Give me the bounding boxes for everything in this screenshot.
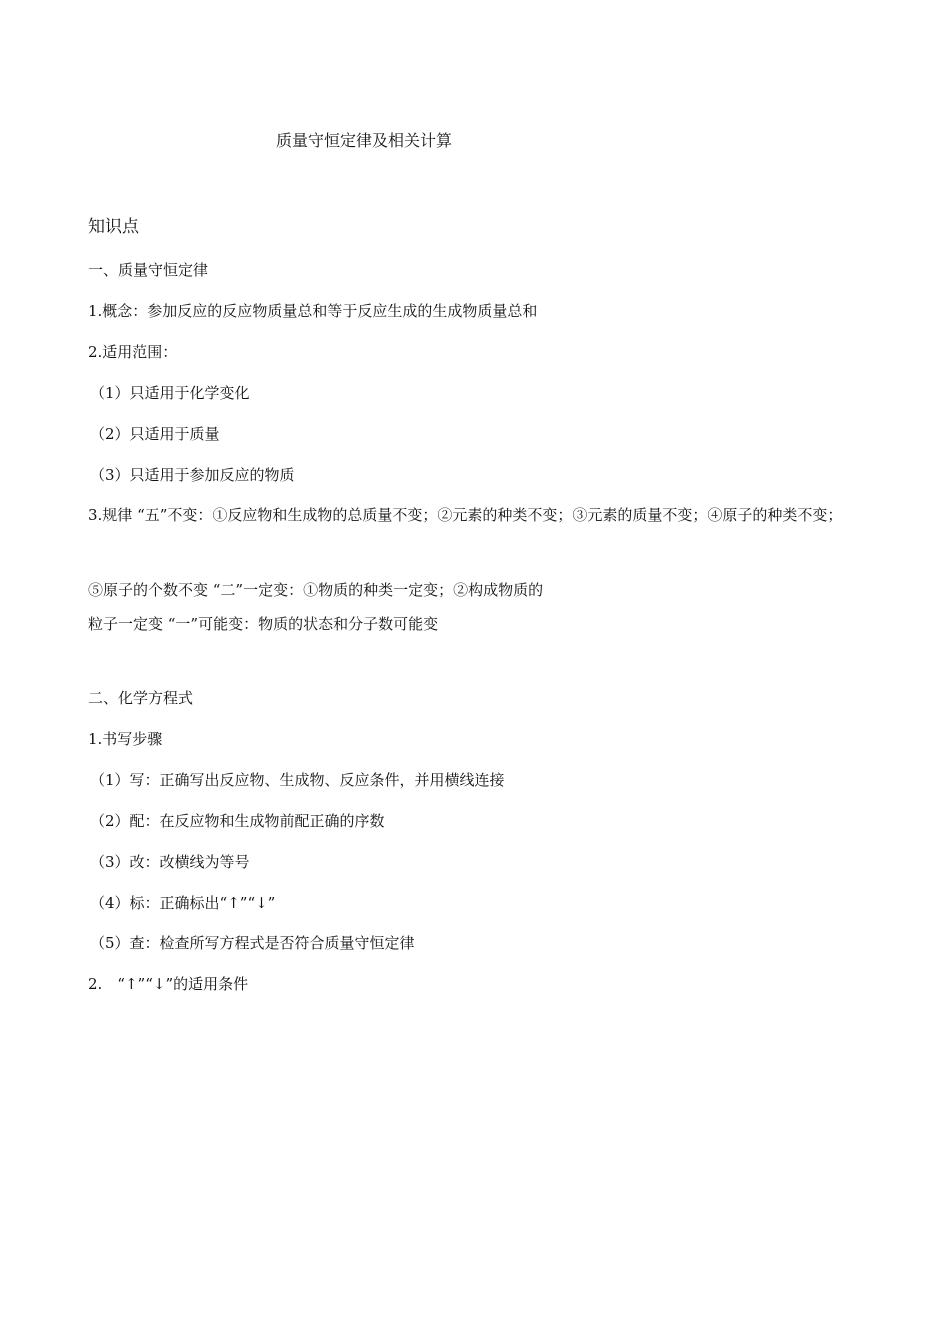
concept-line: 1.概念：参加反应的反应物质量总和等于反应生成的生成物质量总和 bbox=[88, 302, 538, 320]
scope-item-1: （1）只适用于化学变化 bbox=[90, 384, 250, 402]
scope-line: 2.适用范围： bbox=[88, 343, 178, 361]
step-3: （3）改：改横线为等号 bbox=[90, 853, 250, 871]
step-1: （1）写：正确写出反应物、生成物、反应条件，并用横线连接 bbox=[90, 771, 505, 789]
scope-item-2: （2）只适用于质量 bbox=[90, 425, 220, 443]
heading-chemical-equation: 二、化学方程式 bbox=[88, 689, 194, 707]
section-heading: 知识点 bbox=[88, 217, 139, 237]
rule-paragraph: 3.规律 “五”不变：①反应物和生成物的总质量不变；②元素的种类不变；③元素的质量不变；④原子的种类不变； bbox=[88, 506, 843, 524]
step-2: （2）配：在反应物和生成物前配正确的序数 bbox=[90, 812, 385, 830]
step-4: （4）标：正确标出“↑”“↓” bbox=[90, 894, 276, 912]
rule-continuation-paragraph: ⑤原子的个数不变 “二”一定变：①物质的种类一定变；②构成物质的粒子一定变 “一”可能变：物质的状态和分子数可能变 bbox=[88, 581, 544, 633]
step-5: （5）查：检查所写方程式是否符合质量守恒定律 bbox=[90, 934, 415, 952]
document-title: 质量守恒定律及相关计算 bbox=[276, 131, 453, 150]
scope-item-3: （3）只适用于参加反应的物质 bbox=[90, 466, 295, 484]
heading-conservation-law: 一、质量守恒定律 bbox=[88, 261, 209, 279]
writing-steps-line: 1.书写步骤 bbox=[88, 730, 163, 748]
arrow-conditions-line: 2. “↑”“↓”的适用条件 bbox=[88, 975, 249, 993]
